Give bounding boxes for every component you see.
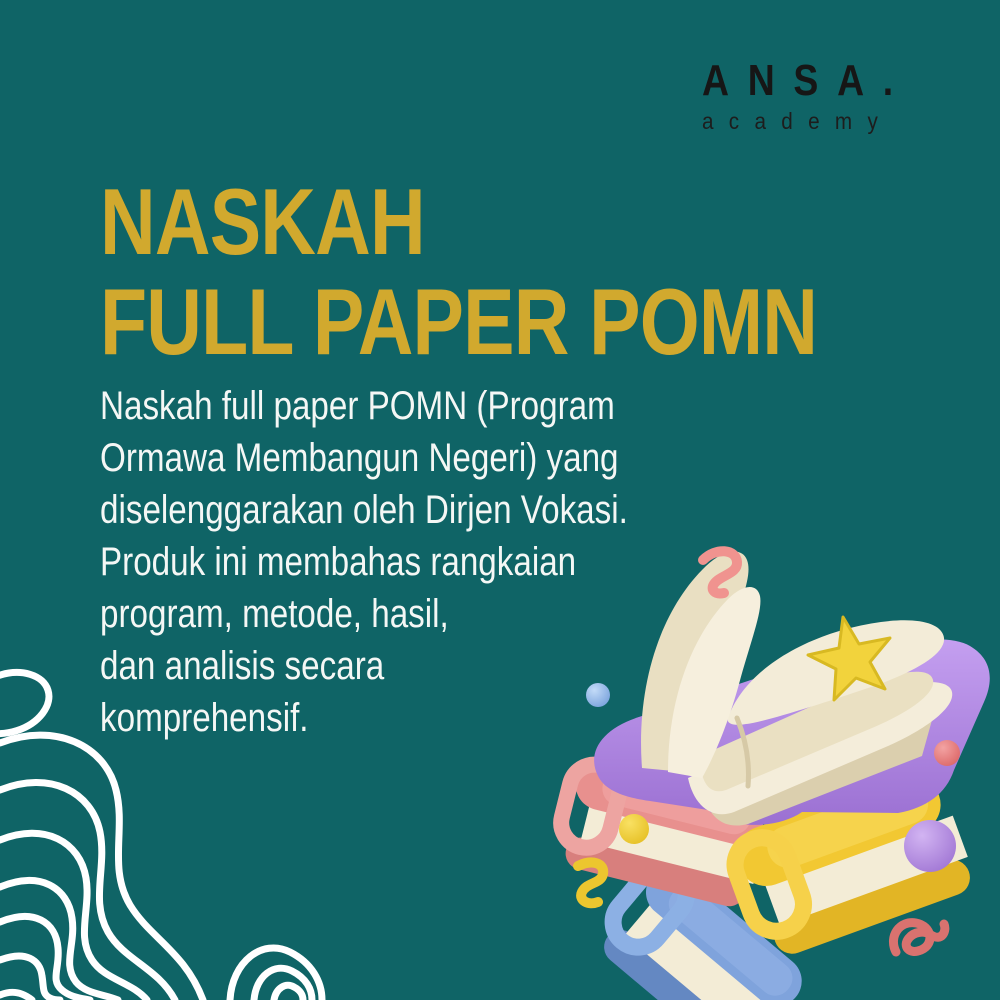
purple-ball-decoration xyxy=(904,820,956,872)
page-title-line-2: FULL PAPER POMN xyxy=(100,269,818,374)
brand-name: ANSA. xyxy=(702,56,912,105)
page-title-line-1: NASKAH xyxy=(100,169,425,274)
description-line: program, metode, hasil, xyxy=(100,592,449,636)
description-line: dan analisis secara xyxy=(100,644,385,688)
red-spiral-ribbon-decoration xyxy=(893,923,944,952)
description-line: Produk ini membahas rangkaian xyxy=(100,540,577,584)
description-line: Ormawa Membangun Negeri) yang xyxy=(100,436,619,480)
red-ball-decoration xyxy=(934,740,960,766)
yellow-ball-decoration xyxy=(619,814,649,844)
description-line: diselenggarakan oleh Dirjen Vokasi. xyxy=(100,488,628,532)
blue-ball-decoration xyxy=(586,683,610,707)
description-line: komprehensif. xyxy=(100,696,309,740)
brand-tagline: academy xyxy=(702,108,894,135)
description-line: Naskah full paper POMN (Program xyxy=(100,384,615,428)
open-book xyxy=(594,552,990,826)
